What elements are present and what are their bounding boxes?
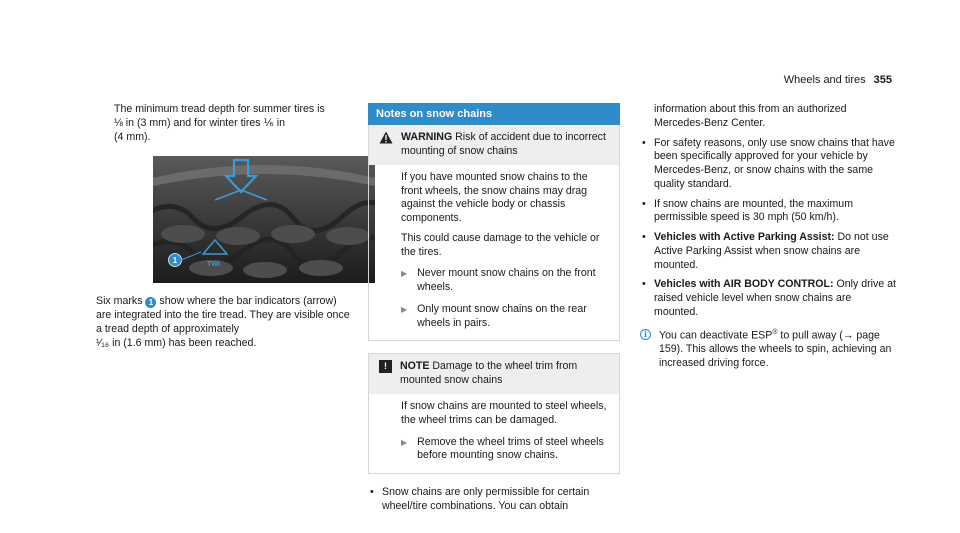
exclamation-icon: ! xyxy=(379,360,392,373)
caption-text-b: show where the bar indicators (arrow) are integrated into the tire tread. They are visible once a tread depth of approximately xyxy=(96,295,350,335)
bullet-strong: Vehicles with Active Parking Assist: xyxy=(654,231,835,244)
note-header xyxy=(369,354,619,394)
warning-step-1-text: Never mount snow chains on the front wheels. xyxy=(417,267,596,294)
step-arrow-icon: ▶ xyxy=(401,269,408,279)
registered-mark: ® xyxy=(772,328,778,336)
warning-step-2 xyxy=(401,303,611,331)
caption-text-a: Six marks xyxy=(96,295,143,308)
twi-label: TWI xyxy=(207,261,220,269)
warning-header xyxy=(369,125,619,165)
warning-label: WARNING xyxy=(401,131,453,144)
tread-line-3: (4 mm). xyxy=(114,130,151,143)
info-text-a: You can deactivate ESP xyxy=(659,329,773,342)
warning-body xyxy=(369,165,619,341)
tire-tread-photo xyxy=(153,156,375,283)
page-number: 355 xyxy=(873,74,892,86)
warning-body-2: This could cause damage to the vehicle or the tires. xyxy=(401,231,600,258)
warning-step-2-text: Only mount snow chains on the rear wheels in pairs. xyxy=(417,302,587,329)
bullet-strong: Vehicles with AIR BODY CONTROL: xyxy=(654,278,834,291)
column-snow-chains xyxy=(368,103,620,520)
column-snow-chains-continued xyxy=(640,103,896,371)
warning-heading xyxy=(401,131,611,159)
continued-text: information about this from an authorized Mercedes-Benz Center. xyxy=(654,103,847,129)
note-box xyxy=(368,353,620,474)
bullet-item-air-body xyxy=(640,278,896,319)
warning-text: Risk of accident due to incorrect mounting of snow chains xyxy=(401,131,606,158)
header-title: Wheels and tires xyxy=(783,74,866,86)
warning-body-1: If you have mounted snow chains to the front wheels, the snow chains may drag against the vehicle body or chassis components. xyxy=(401,170,588,225)
bullet-item: • For safety reasons, only use snow chains that have been specifically approved for your vehicle by Mercedes-Benz, or snow chains with the same quality standard. xyxy=(640,137,896,192)
note-heading xyxy=(400,360,611,388)
page-header xyxy=(784,73,892,87)
section-title: Notes on snow chains xyxy=(368,103,620,125)
warning-triangle-icon xyxy=(379,131,393,144)
step-arrow-icon: ▶ xyxy=(401,304,408,314)
note-text: Damage to the wheel trim from mounted snow chains xyxy=(400,360,578,387)
photo-marker-number: 1 xyxy=(172,256,178,266)
warning-step-1 xyxy=(401,267,611,295)
note-label: NOTE xyxy=(400,360,430,373)
caption-marker-icon: 1 xyxy=(145,297,156,308)
caption-text-c: ¹⁄₁₆ in (1.6 mm) has been reached. xyxy=(96,336,257,349)
bullet-text: Do not use Active Parking Assist when snow chains are mounted. xyxy=(654,231,889,271)
step-arrow-icon: ▶ xyxy=(401,437,408,447)
tire-tread-illustration xyxy=(153,156,375,283)
snow-chain-bullets xyxy=(368,486,620,514)
column-tread-depth xyxy=(96,103,352,350)
note-step-1 xyxy=(401,436,611,464)
photo-caption xyxy=(96,295,352,350)
bullet-text: Only drive at raised vehicle level when snow chains are mounted. xyxy=(654,278,896,318)
info-note xyxy=(640,328,896,371)
bullet-item: • If snow chains are mounted, the maximum permissible speed is 30 mph (50 km/h). xyxy=(640,198,896,226)
tread-depth-paragraph xyxy=(96,103,352,144)
tread-line-1: The minimum tread depth for summer tires is xyxy=(114,103,325,115)
warning-box xyxy=(368,125,620,341)
bullet-item-parking-assist xyxy=(640,231,896,272)
info-text xyxy=(659,328,896,371)
note-step-1-text: Remove the wheel trims of steel wheels before mounting snow chains. xyxy=(417,435,604,462)
info-icon: i xyxy=(640,329,651,340)
info-text-b: to pull away (→ page 159). This allows the wheels to spin, achieving an increased driving force. xyxy=(659,329,892,369)
snow-chain-bullets-continued xyxy=(640,137,896,320)
bullet-item: • Snow chains are only permissible for certain wheel/tire combinations. You can obtain xyxy=(368,486,620,514)
tread-line-2: ⅛ in (3 mm) and for winter tires ⅙ in xyxy=(114,116,285,129)
note-body-1: If snow chains are mounted to steel wheels, the wheel trims can be damaged. xyxy=(401,400,607,426)
note-body xyxy=(369,394,619,473)
